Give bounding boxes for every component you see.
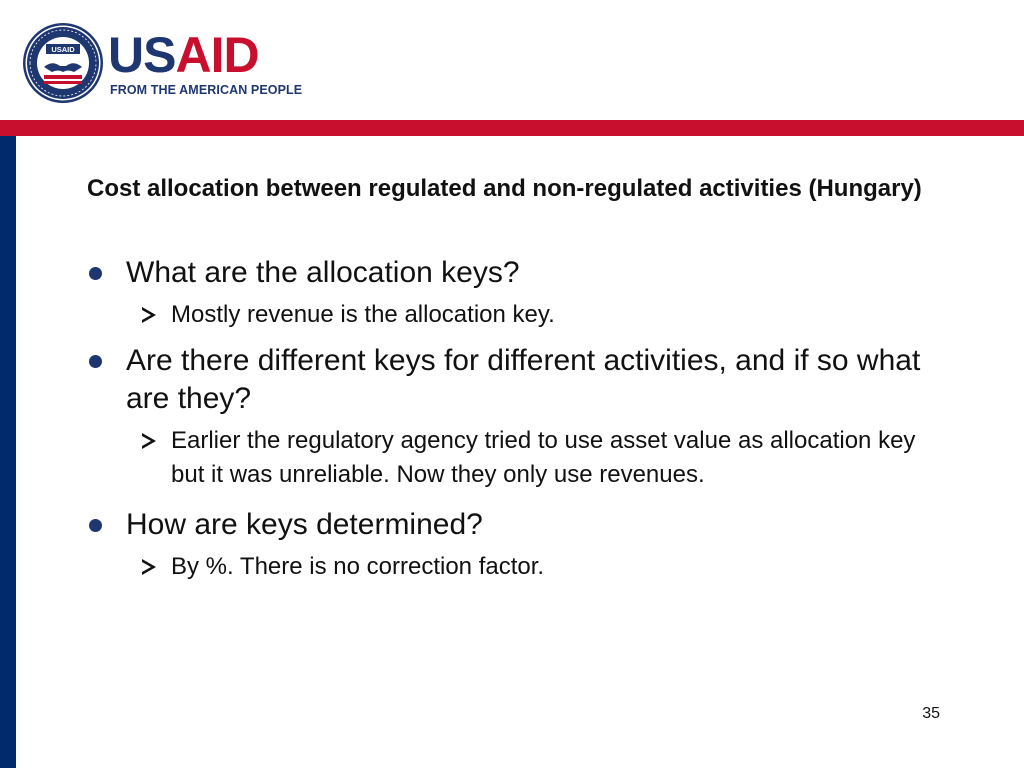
- bullet-item: [87, 342, 927, 418]
- left-navy-bar: [0, 136, 16, 768]
- slide-content: [87, 254, 927, 584]
- usaid-wordmark: [108, 27, 259, 83]
- bullet-dot-icon: [89, 355, 102, 368]
- slide-title: Cost allocation between regulated and non-regulated activities (Hungary): [87, 175, 922, 202]
- usaid-seal-logo: [22, 22, 104, 104]
- sub-bullet-text: Earlier the regulatory agency tried to use asset value as allocation key but it was unreliable. Now they only use revenues.: [171, 427, 916, 488]
- sub-bullet-item: [126, 298, 927, 332]
- sub-bullet-text: By %. There is no correction factor.: [171, 553, 545, 580]
- arrow-bullet-icon: [139, 298, 161, 332]
- svg-text:USAID: USAID: [51, 45, 75, 54]
- sub-bullet-item: [126, 550, 927, 584]
- wordmark-aid: AID: [175, 27, 259, 83]
- sub-bullet-text: Mostly revenue is the allocation key.: [171, 301, 555, 328]
- bullet-text: What are the allocation keys?: [126, 256, 520, 289]
- bullet-text: How are keys determined?: [126, 508, 483, 541]
- usaid-tagline: FROM THE AMERICAN PEOPLE: [110, 83, 303, 97]
- bullet-dot-icon: [89, 519, 102, 532]
- arrow-bullet-icon: [139, 424, 161, 458]
- header-red-bar: [0, 120, 1024, 136]
- bullet-item: [87, 254, 927, 292]
- sub-bullet-item: [126, 424, 927, 492]
- bullet-item: [87, 506, 927, 544]
- slide-header: [0, 0, 1024, 120]
- bullet-dot-icon: [89, 267, 102, 280]
- page-number: 35: [922, 705, 940, 722]
- arrow-bullet-icon: [139, 550, 161, 584]
- wordmark-us: US: [108, 27, 176, 83]
- bullet-text: Are there different keys for different activities, and if so what are they?: [126, 344, 921, 415]
